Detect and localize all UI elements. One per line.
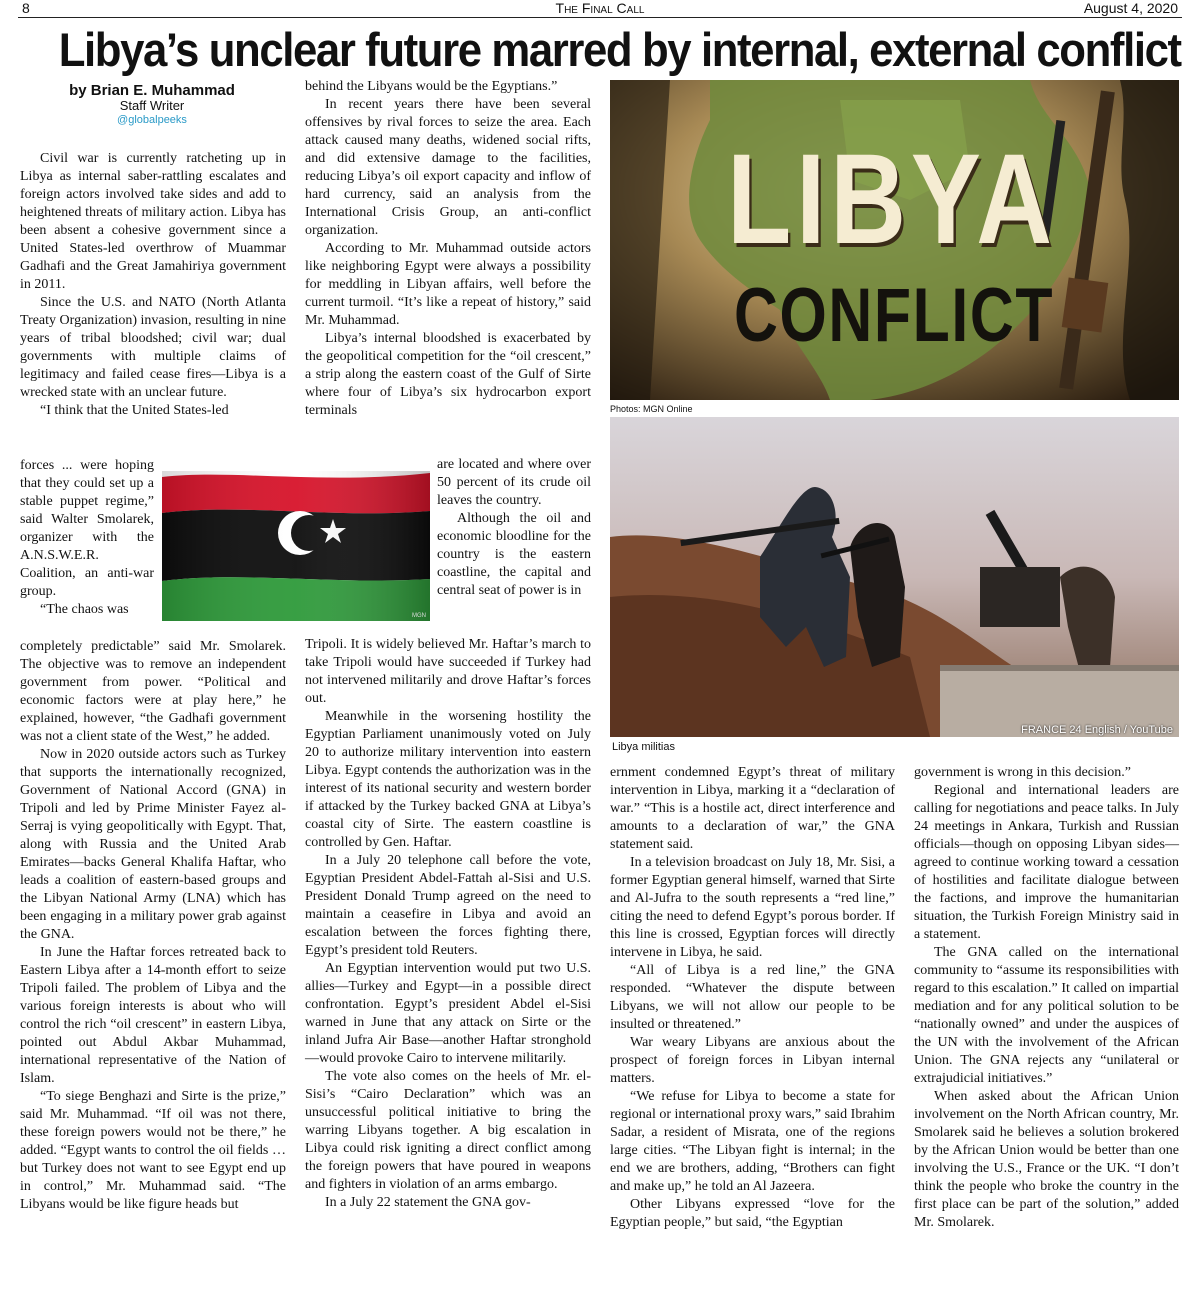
page-number: 8	[22, 0, 30, 16]
author-name: by Brian E. Muhammad	[69, 82, 235, 99]
column-2-wrap	[437, 456, 591, 600]
column-3	[610, 764, 895, 1232]
paragraph: behind the Libyans would be the Egyptians.”	[305, 79, 558, 94]
paragraph: War weary Libyans are anxious about the prospect of foreign forces in Libyan internal matters.	[610, 1035, 895, 1086]
paragraph: “The chaos was	[40, 602, 129, 617]
paragraph: Meanwhile in the worsening hostility the Egyptian Parliament unanimously voted on July 20 to authorize military intervention into eastern Libya. Egypt contends the authorization was in the interest of its national security and western border if attacked by the Turkey backed GNA at Libya’s coastal city of Sirte. The eastern coastline is controlled by Gen. Haftar.	[305, 709, 591, 850]
paragraph: An Egyptian intervention would put two U.S. allies—Turkey and Egypt—in a possible direct confrontation. Egypt’s president Abdel el-Sisi warned in June that any attack on Sirte or the inland Jufra Air Base—another Haftar stronghold—would provoke Cairo to intervene militarily.	[305, 961, 591, 1066]
poster-credit: Photos: MGN Online	[610, 404, 693, 414]
running-header	[0, 0, 1200, 18]
paragraph: “All of Libya is a red line,” the GNA responded. “Whatever the dispute between Libyans, we will not allow our people to be insulted or threatened.”	[610, 963, 895, 1032]
byline	[18, 83, 286, 128]
paragraph: In June the Haftar forces retreated back to Eastern Libya after a 14-month effort to seize Tripoli failed. The problem of Libya and the various foreign interests is about who will control the rich “oil crescent” in eastern Libya, pointed out Abdul Akbar Muhammad, international representative of the Nation of Islam.	[20, 945, 286, 1086]
column-1-bottom	[20, 638, 286, 1214]
paragraph: The vote also comes on the heels of Mr. el-Sisi’s “Cairo Declaration” which was an unsuccessful political initiative to bring the warring Libyans together. A big escalation in Libya could risk igniting a direct conflict among the foreign powers that have poured in weapons and fighters in violation of an arms embargo.	[305, 1069, 591, 1192]
column-4	[914, 764, 1179, 1232]
paragraph: Regional and international leaders are calling for negotiations and peace talks. In July 24 meetings in Ankara, Turkish and Russian officials—though on opposing Libyan sides—agreed to continue working toward a cessation of hostilities and facilitate dialogue between the factions, and improve the humanitarian situation, the Turkish Foreign Ministry said in a statement.	[914, 783, 1179, 942]
paragraph: Other Libyans expressed “love for the Egyptian people,” but said, “the Egyptian	[610, 1197, 895, 1230]
paragraph: forces ... were hoping that they could set up a stable puppet regime,” said Walter Smolarek, organizer with the A.N.S.W.E.R. Coalition, an anti-war group.	[20, 458, 154, 599]
paragraph: “I think that the United States-led	[40, 403, 229, 418]
header-rule	[18, 17, 1182, 18]
paragraph: Although the oil and economic bloodline for the country is the eastern coastline, the capital and central seat of power is in	[437, 511, 591, 598]
libya-militias-photo	[610, 417, 1179, 737]
headline: Libya’s unclear future marred by internal, external conflict	[58, 23, 1181, 76]
paragraph: In recent years there have been several offensives by rival forces to seize the area. Each attack caused many deaths, widened social rifts, and did extensive damage to the facilities, reducing Libya’s oil export capacity and inflow of hard currency, said an analysis from the International Crisis Group, an anti-conflict organization.	[305, 97, 591, 238]
photo-watermark: FRANCE 24 English / YouTube	[1021, 724, 1173, 736]
paragraph: In a July 22 statement the GNA gov-	[325, 1195, 531, 1210]
column-2-top	[305, 78, 591, 420]
flag-credit: MGN	[412, 613, 426, 619]
poster-title-libya: LIBYA	[727, 128, 1057, 271]
publication-name: The Final Call	[555, 0, 645, 16]
paragraph: government is wrong in this decision.”	[914, 765, 1131, 780]
paragraph: “To siege Benghazi and Sirte is the prize,” said Mr. Muhammad. “If oil was not there, these foreign powers would not be there,” he added. “Egypt wants to control the oil fields … but Turkey does not want to see Egypt end up in control,” Mr. Muhammad said. “The Libyans would be like figure heads but	[20, 1089, 286, 1212]
paragraph: When asked about the African Union involvement on the North African country, Mr. Smolarek said he believes a solution brokered by the African Union would be better than one involving the U.S., France or the UK. “I don’t think the people who broke the country in the first place can be part of the solution,” added Mr. Smolarek.	[914, 1089, 1179, 1230]
photo-caption: Libya militias	[612, 741, 675, 753]
issue-date: August 4, 2020	[1083, 0, 1178, 16]
paragraph: “We refuse for Libya to become a state for regional or international proxy wars,” said Ibrahim Sadar, a resident of Misrata, one of the regions large cities. “The Libyan fight is internal; in the end we are brothers, adding, “Brothers can fight and make up,” he told an Al Jazeera.	[610, 1089, 895, 1194]
author-handle[interactable]: @globalpeeks	[117, 114, 187, 126]
paragraph: are located and where over 50 percent of its crude oil leaves the country.	[437, 457, 591, 508]
flag-graphic	[162, 471, 430, 621]
libya-flag-image	[162, 471, 430, 621]
paragraph: Now in 2020 outside actors such as Turkey that supports the internationally recognized, Government of National Accord (GNA) in Tripoli and led by Prime Minister Fayez al-Serraj is vying geopolitically with Egypt. That, along with Russia and the United Arab Emirates—backs General Khalifa Haftar, who leads a coalition of eastern-based groups and the Libyan National Army (LNA) which has been engaging in a military power grab against the GNA.	[20, 747, 286, 942]
paragraph: completely predictable” said Mr. Smolarek. The objective was to remove an independent government from power. “Political and economic factors were at play here,” he explained, however, “the Gadhafi government was not a client state of the West,” he added.	[20, 639, 286, 744]
paragraph: Libya’s internal bloodshed is exacerbated by the geopolitical competition for the “oil crescent,” a strip along the eastern coast of the Gulf of Sirte where four of Libya’s six hydrocarbon export terminals	[305, 331, 591, 418]
paragraph: Civil war is currently ratcheting up in Libya as internal saber-rattling escalates and foreign actors involved take sides and add to heightened threats of military action. Libya has been absent a cohesive government since a United States-led overthrow of Muammar Gadhafi and the Great Jamahiriya government in 2011.	[20, 151, 286, 292]
column-1-wrap	[20, 457, 154, 619]
libya-conflict-poster	[610, 80, 1179, 400]
poster-title-conflict: CONFLICT	[733, 273, 1055, 358]
paragraph: In a television broadcast on July 18, Mr. Sisi, a former Egyptian general himself, warned that Sirte and Al-Jufra to the south represents a “red line,” citing the need to defend Egypt’s porous border. If this line is crossed, Egyptian forces will directly intervene in Libya, he said.	[610, 855, 895, 960]
photo-graphic	[610, 417, 1179, 737]
paragraph: Since the U.S. and NATO (North Atlanta Treaty Organization) invasion, resulting in nine years of tribal bloodshed; civil war; dual governments with multiple claims of legitimacy and failed cease fires—Libya is a wrecked state with an unclear future.	[20, 295, 286, 400]
paragraph: The GNA called on the international community to “assume its responsibilities with regard to this escalation.” It called on impartial mediation and for any political solution to be “nationally owned” and under the auspices of the UN with the involvement of the African Union. The GNA rejects any “unilateral or extrajudicial initiatives.”	[914, 945, 1179, 1086]
author-role: Staff Writer	[119, 98, 185, 113]
paragraph: According to Mr. Muhammad outside actors like neighboring Egypt were always a possibility for meddling in Libyan affairs, well before the current turmoil. “It’s like a repeat of history,” said Mr. Muhammad.	[305, 241, 591, 328]
paragraph: Tripoli. It is widely believed Mr. Haftar’s march to take Tripoli would have succeeded if Turkey had not intervened militarily and drove Haftar’s forces out.	[305, 637, 591, 706]
paragraph: ernment condemned Egypt’s threat of military intervention in Libya, marking it a “declaration of war.” “This is a hostile act, direct interference and amounts to a declaration of war,” the GNA statement said.	[610, 765, 895, 852]
paragraph: In a July 20 telephone call before the vote, Egyptian President Abdel-Fattah al-Sisi and U.S. President Donald Trump agreed on the need to maintain a ceasefire in Libya and avoid an escalation between the forces fighting there, Egypt’s president told Reuters.	[305, 853, 591, 958]
column-1-top	[20, 150, 286, 420]
column-2-bottom	[305, 636, 591, 1212]
